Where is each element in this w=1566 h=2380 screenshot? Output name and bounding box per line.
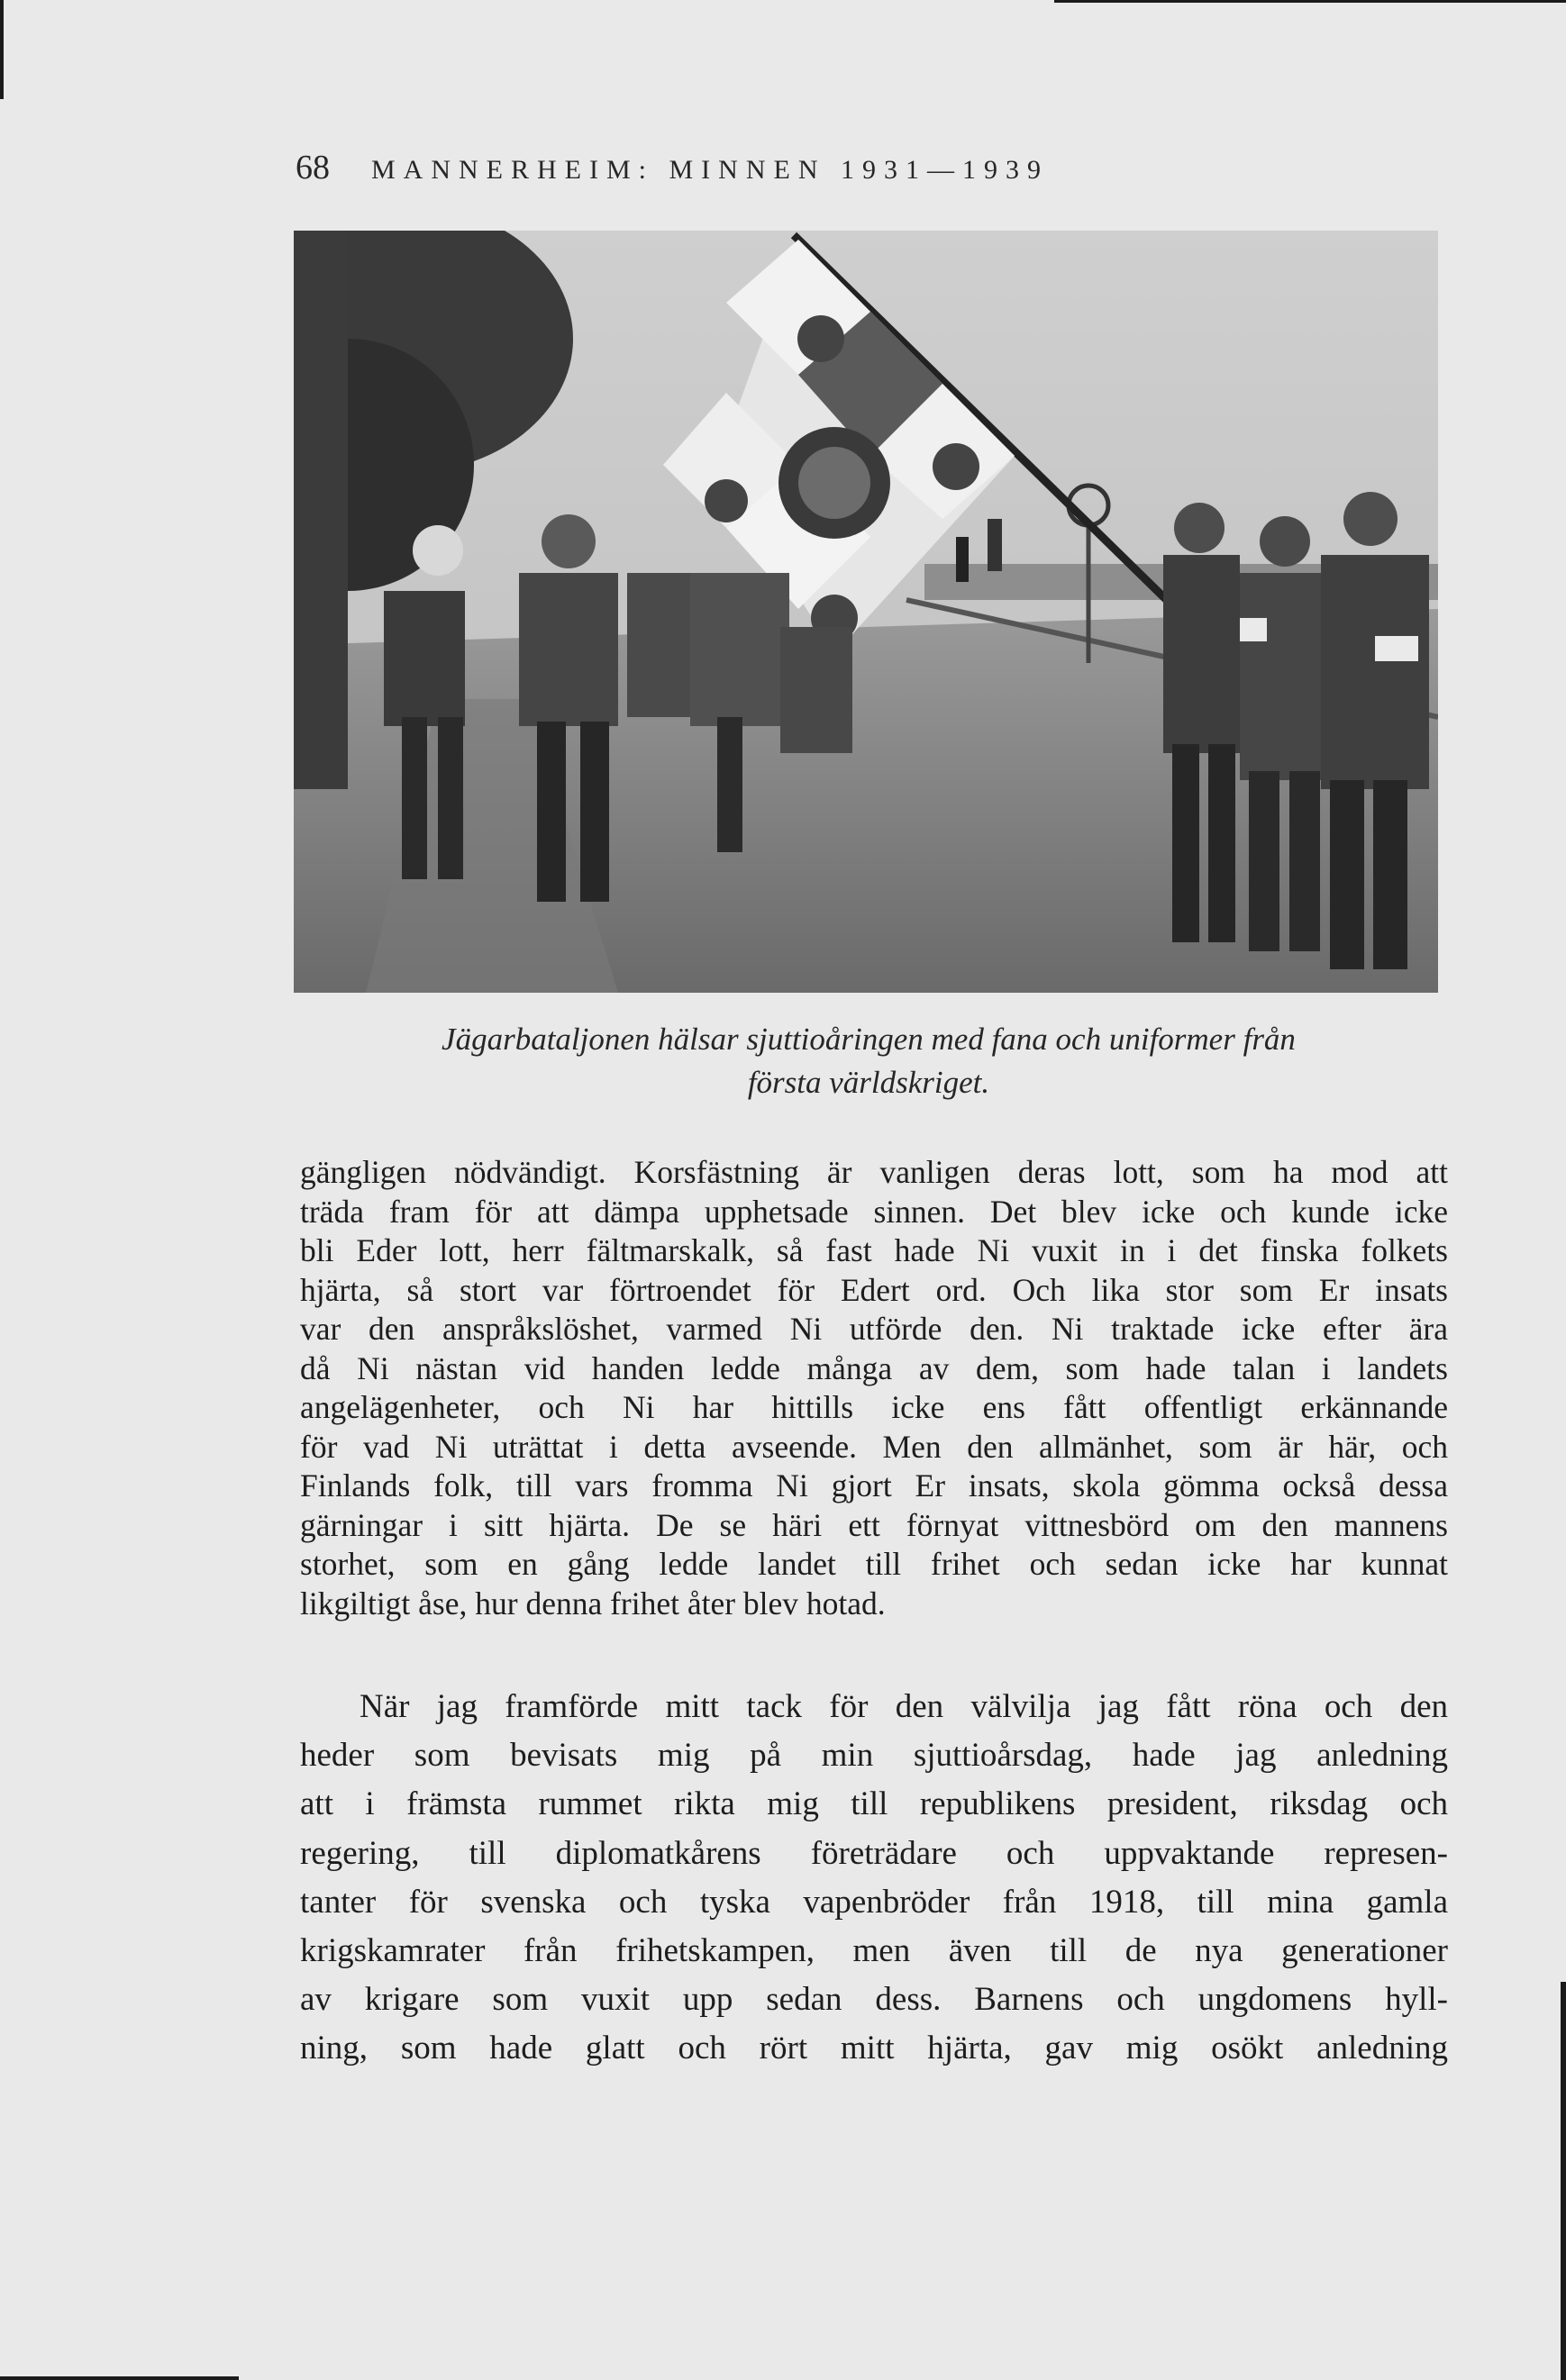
photo-caption xyxy=(297,1018,1440,1104)
scan-edge-left xyxy=(0,0,4,99)
text-line: heder som bevisats mig på min sjuttioårsdag, hade jag anledning xyxy=(300,1737,1448,1775)
text-line: att i främsta rummet rikta mig till republikens president, riksdag och xyxy=(300,1785,1448,1823)
text-line: krigskamrater från frihetskampen, men även till de nya generationer xyxy=(300,1932,1448,1970)
text-line: Finlands folk, till vars fromma Ni gjort Er insats, skola gömma också dessa xyxy=(300,1467,1448,1503)
paragraph-2 xyxy=(300,1683,1448,2074)
text-line: angelägenheter, och Ni har hittills icke ens fått offentligt erkännande xyxy=(300,1389,1448,1425)
text-line: storhet, som en gång ledde landet till frihet och sedan icke har kunnat xyxy=(300,1546,1448,1582)
text-line: av krigare som vuxit upp sedan dess. Barnens och ungdomens hyll- xyxy=(300,1981,1448,2019)
text-line: träda fram för att dämpa upphetsade sinnen. Det blev icke och kunde icke xyxy=(300,1193,1448,1230)
photograph-illustration xyxy=(294,231,1438,993)
text-line: likgiltigt åse, hur denna frihet åter blev hotad. xyxy=(300,1585,886,1621)
text-line: för vad Ni uträttat i detta avseende. Men den allmänhet, som är här, och xyxy=(300,1428,1448,1465)
running-head-title: MANNERHEIM: MINNEN 1931—1939 xyxy=(371,155,1049,185)
text-line: gärningar i sitt hjärta. De se häri ett förnyat vittnesbörd om den mannens xyxy=(300,1506,1448,1543)
text-line: ning, som hade glatt och rört mitt hjärta, gav mig osökt anledning xyxy=(300,2030,1448,2067)
text-line: tanter för svenska och tyska vapenbröder från 1918, till mina gamla xyxy=(300,1883,1448,1921)
page-number: 68 xyxy=(296,149,330,186)
text-line: regering, till diplomatkårens företrädare och uppvaktande represen- xyxy=(300,1834,1448,1872)
scan-edge-right xyxy=(1561,1982,1566,2380)
text-line: När jag framförde mitt tack för den välvilja jag fått röna och den xyxy=(360,1688,1448,1725)
caption-line: första världskriget. xyxy=(747,1065,990,1100)
scan-edge-bottom xyxy=(0,2376,239,2380)
running-head xyxy=(296,148,1049,187)
paragraph-1 xyxy=(300,1153,1448,1623)
scan-edge-top xyxy=(1054,0,1566,3)
text-line: gängligen nödvändigt. Korsfästning är vanligen deras lott, som ha mod att xyxy=(300,1154,1448,1190)
photograph xyxy=(294,231,1438,993)
text-line: bli Eder lott, herr fältmarskalk, så fast hade Ni vuxit in i det finska folkets xyxy=(300,1232,1448,1268)
text-line: då Ni nästan vid handen ledde många av dem, som hade talan i landets xyxy=(300,1349,1448,1386)
text-line: var den anspråkslöshet, varmed Ni utförde den. Ni traktade icke efter ära xyxy=(300,1311,1448,1347)
text-line: hjärta, så stort var förtroendet för Edert ord. Och lika stor som Er insats xyxy=(300,1271,1448,1308)
caption-line: Jägarbataljonen hälsar sjuttioåringen med fana och uniformer från xyxy=(442,1022,1296,1057)
